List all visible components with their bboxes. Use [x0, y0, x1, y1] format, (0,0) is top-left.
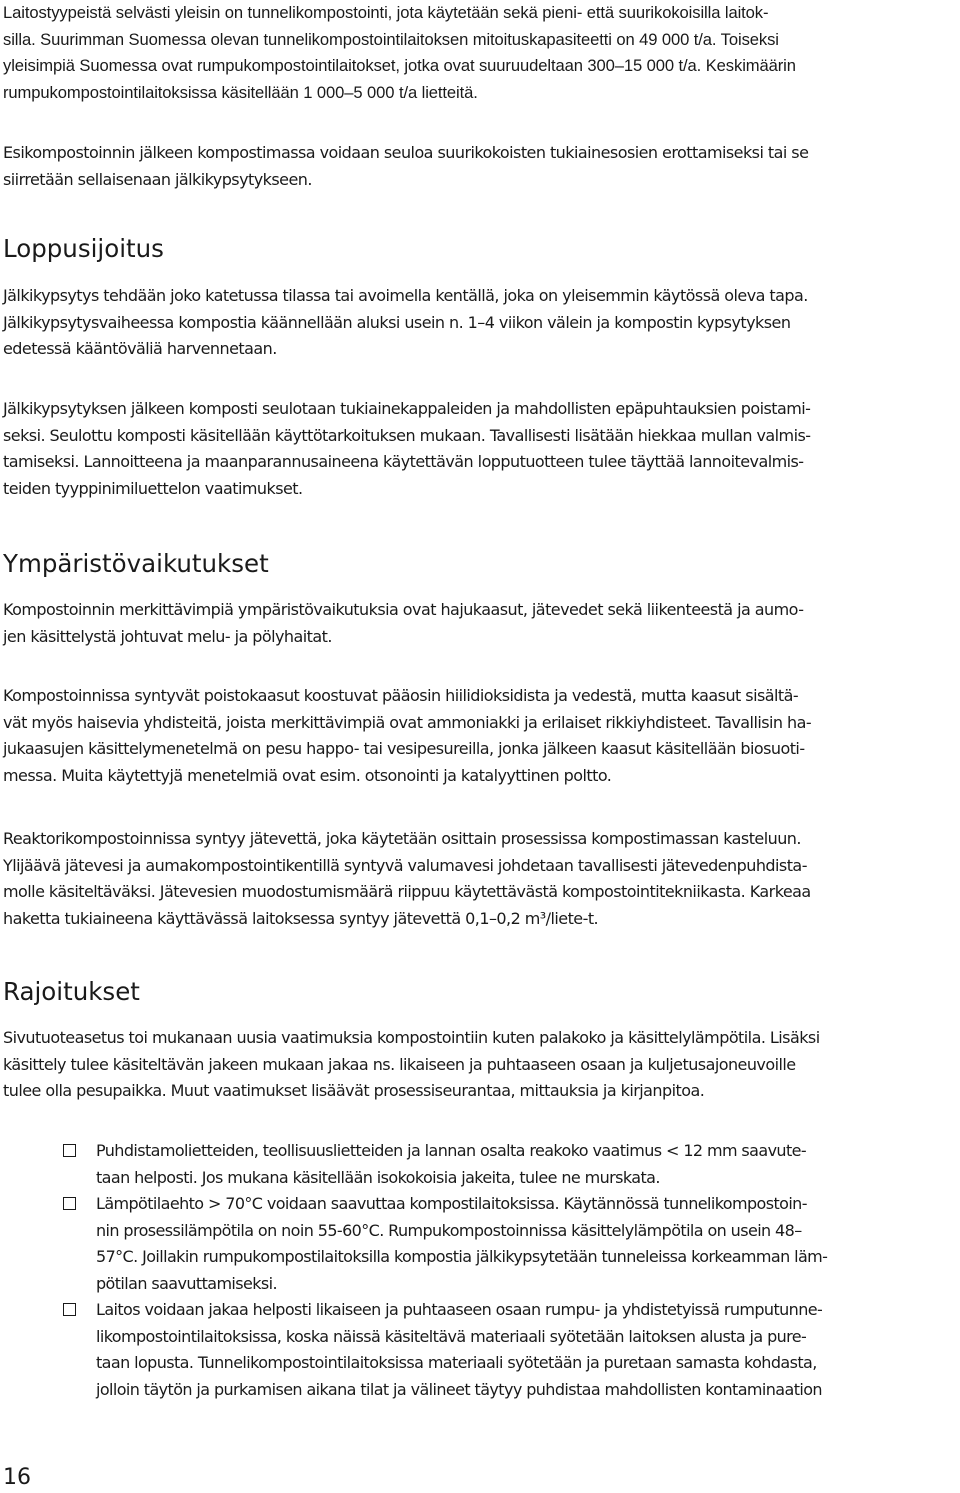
text-line: Kompostoinnin merkittävimpiä ympäristövaikutuksia ovat hajukaasut, jätevedet sekä liikenteestä ja aumo-: [3, 600, 804, 619]
text-line: Jälkikypsytys tehdään joko katetussa tilassa tai avoimella kentällä, joka on yleisemmin käytössä oleva tapa.: [3, 286, 808, 305]
text-line: Kompostoinnissa syntyvät poistokaasut koostuvat pääosin hiilidioksidista ja vedestä, mutta kaasut sisältä-: [3, 686, 799, 705]
loppusijoitus-paragraph-2: [3, 396, 957, 502]
heading-ymparistovaikutukset: Ympäristövaikutukset: [3, 549, 269, 578]
text-line: edetessä kääntöväliä harvennetaan.: [3, 339, 277, 358]
heading-loppusijoitus: Loppusijoitus: [3, 234, 164, 263]
text-line: 57°C. Joillakin rumpukompostilaitoksilla kompostia jälkikypsytetään tunneleissa korkeamman läm-: [96, 1247, 828, 1266]
text-line: yleisimpiä Suomessa ovat rumpukompostointilaitokset, jotka ovat suuruudeltaan 300–15 000 t/a. Keskimäärin: [3, 56, 796, 75]
page-number: 16: [3, 1465, 31, 1490]
text-line: Sivutuoteasetus toi mukanaan uusia vaatimuksia kompostointiin kuten palakoko ja käsittelylämpötila. Lisäksi: [3, 1028, 820, 1047]
text-line: tamiseksi. Lannoitteena ja maanparannusaineena käytettävän lopputuotteen tulee täyttää lannoitevalmis-: [3, 452, 804, 471]
text-line: käsittely tulee käsiteltävän jakeen mukaan jakaa ns. likaiseen ja puhtaaseen osaan ja kuljetusajoneuvoille: [3, 1054, 796, 1074]
intro-paragraph: [3, 0, 957, 106]
text-line: teiden tyyppinimiluettelon vaatimukset.: [3, 478, 303, 498]
loppusijoitus-paragraph-1: [3, 283, 957, 363]
text-line: Lämpötilaehto > 70°C voidaan saavuttaa kompostilaitoksissa. Käytännössä tunnelikompostoin-: [96, 1194, 807, 1213]
text-line: silla. Suurimman Suomessa olevan tunnelikompostointilaitoksen mitoituskapasiteetti on 49 000 t/a. Toiseksi: [3, 29, 779, 49]
text-line: molle käsiteltäväksi. Jätevesien muodostumismäärä riippuu käytettävästä kompostointitekniikasta. Karkeaa: [3, 882, 811, 901]
text-line: Jälkikypsytyksen jälkeen komposti seulotaan tukiainekappaleiden ja mahdollisten epäpuhtauksien poistami-: [3, 399, 811, 418]
text-line: nin prosessilämpötila on noin 55-60°C. Rumpukompostoinnissa käsittelylämpötila on usein 48–: [96, 1220, 802, 1240]
checkbox-square-icon: [63, 1144, 76, 1157]
text-line: Reaktorikompostoinnissa syntyy jätevettä, joka käytetään osittain prosessissa kompostimassan kasteluun.: [3, 829, 801, 848]
heading-rajoitukset: Rajoitukset: [3, 977, 140, 1006]
checkbox-square-icon: [63, 1197, 76, 1210]
text-line: pötilan saavuttamiseksi.: [96, 1273, 277, 1293]
text-line: jolloin täytön ja purkamisen aikana tilat ja välineet täytyy puhdistaa mahdollisten kontaminaation: [96, 1379, 822, 1399]
text-line: Puhdistamolietteiden, teollisuuslietteiden ja lannan osalta reakoko vaatimus < 12 mm saavute-: [96, 1141, 807, 1160]
text-line: jen käsittelystä johtuvat melu- ja pölyhaitat.: [3, 626, 332, 646]
rajoitukset-paragraph: [3, 1025, 957, 1105]
text-line: vät myös haisevia yhdisteitä, joista merkittävimpiä ovat ammoniakki ja erilaiset rikkiyhdisteet. Tavallisin ha-: [3, 712, 812, 732]
ymparisto-paragraph-2: [3, 683, 957, 789]
text-line: messa. Muita käytettyjä menetelmiä ovat esim. otsonointi ja katalyyttinen poltto.: [3, 765, 612, 785]
checkbox-square-icon: [63, 1303, 76, 1316]
list-item: [63, 1138, 958, 1191]
esikompostointi-paragraph: [3, 140, 957, 193]
text-line: haketta tukiaineena käyttävässä laitoksessa syntyy jätevettä 0,1–0,2 m³/liete-t.: [3, 908, 599, 928]
text-line: jukaasujen käsittelymenetelmä on pesu happo- tai vesipesureilla, jonka jälkeen kaasut käsitellään biosuoti-: [3, 739, 805, 758]
ymparisto-paragraph-3: [3, 826, 957, 932]
text-line: rumpukompostointilaitoksissa käsitellään 1 000–5 000 t/a lietteitä.: [3, 82, 478, 102]
list-item: [63, 1297, 958, 1403]
text-line: taan helposti. Jos mukana käsitellään isokokoisia jakeita, tulee ne murskata.: [96, 1167, 660, 1187]
text-line: siirretään sellaisenaan jälkikypsytykseen.: [3, 169, 312, 189]
text-line: Esikompostoinnin jälkeen kompostimassa voidaan seuloa suurikokoisten tukiainesosien erottamiseksi tai se: [3, 143, 809, 162]
text-line: tulee olla pesupaikka. Muut vaatimukset lisäävät prosessiseurantaa, mittauksia ja kirjanpitoa.: [3, 1081, 705, 1100]
text-line: Jälkikypsytysvaiheessa kompostia käännellään aluksi usein n. 1–4 viikon välein ja kompostin kypsytyksen: [3, 312, 791, 332]
text-line: likompostointilaitoksissa, koska näissä käsiteltävä materiaali syötetään laitoksen alusta ja pure-: [96, 1326, 807, 1346]
text-line: Laitostyypeistä selvästi yleisin on tunnelikompostointi, jota käytetään sekä pieni- että suurikokoisilla laitok-: [3, 3, 769, 22]
requirements-list: [63, 1138, 958, 1403]
text-line: Ylijäävä jätevesi ja aumakompostointikentillä syntyvä valumavesi johdetaan tavallisesti jätevedenpuhdista-: [3, 855, 807, 875]
text-line: taan lopusta. Tunnelikompostointilaitoksissa materiaali syötetään ja puretaan samasta kohdasta,: [96, 1353, 817, 1372]
text-line: seksi. Seulottu komposti käsitellään käyttötarkoituksen mukaan. Tavallisesti lisätään hiekkaa mullan valmis-: [3, 425, 811, 445]
ymparisto-paragraph-1: [3, 597, 957, 650]
text-line: Laitos voidaan jakaa helposti likaiseen ja puhtaaseen osaan rumpu- ja yhdistetyissä rumputunne-: [96, 1300, 823, 1319]
list-item: [63, 1191, 958, 1297]
